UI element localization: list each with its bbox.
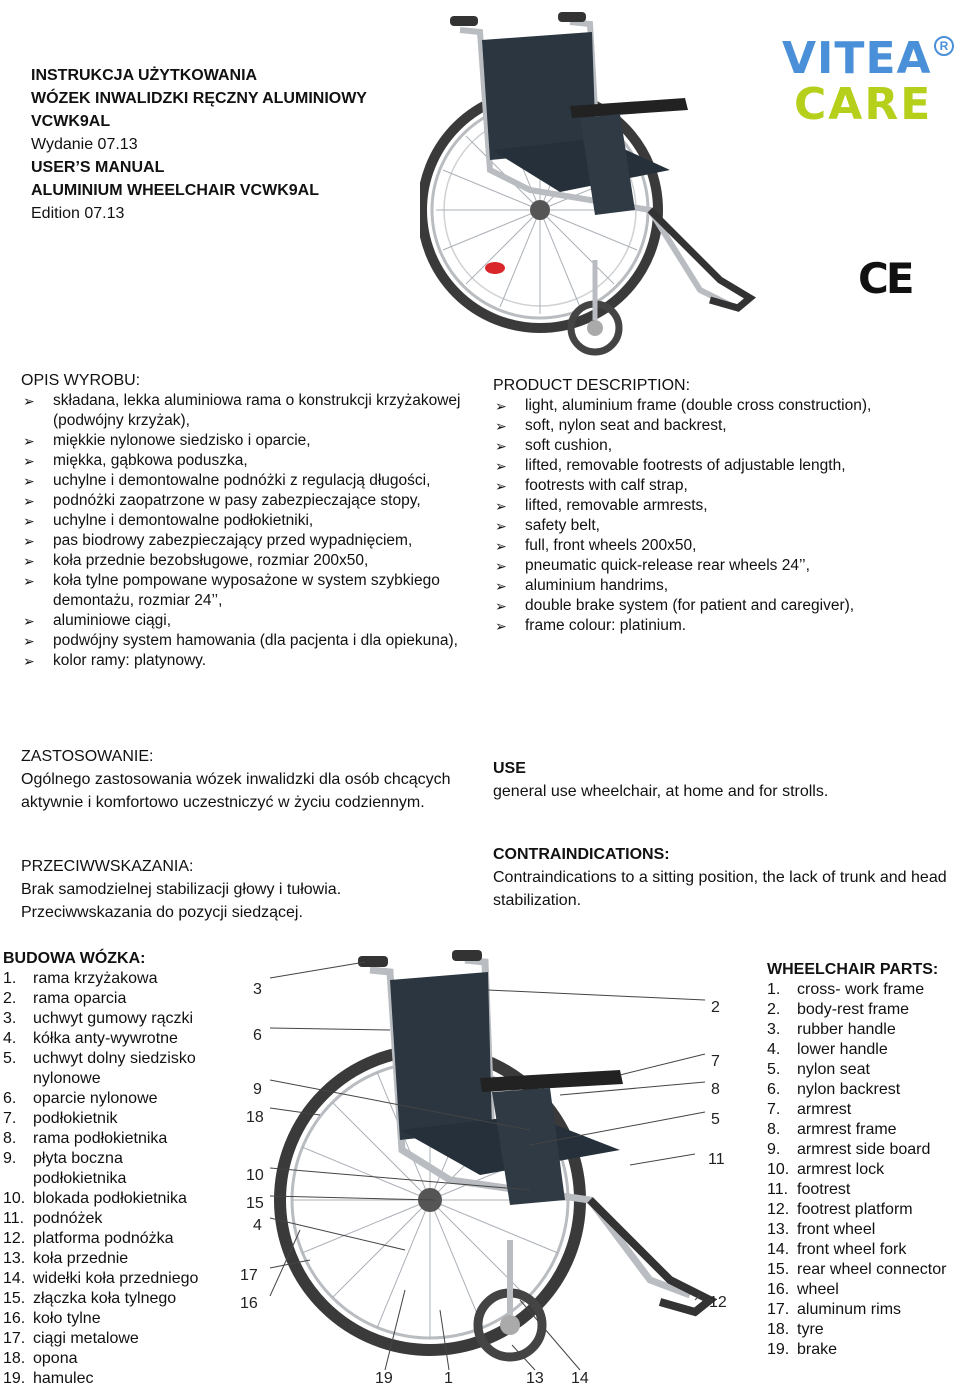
list-item: ➢ pneumatic quick-release rear wheels 24’’, xyxy=(495,557,810,574)
en-contraindications-section xyxy=(493,843,948,912)
arrow-bullet-icon: ➢ xyxy=(495,618,507,634)
logo-vitea: VITEA xyxy=(782,33,932,84)
list-item: 14. front wheel fork xyxy=(767,1241,907,1258)
pl-contra-line: Brak samodzielnej stabilizacji głowy i tułowia. xyxy=(21,881,342,898)
list-item: ➢ koła tylne pompowane wyposażone w system szybkiego demontażu, rozmiar 24’’, xyxy=(23,572,440,609)
callout-label: 5 xyxy=(711,1111,720,1128)
callout-label: 4 xyxy=(253,1217,262,1234)
list-item: ➢ uchylne i demontowalne podnóżki z regulacją długości, xyxy=(23,472,431,489)
list-item: 8. rama podłokietnika xyxy=(3,1130,168,1147)
list-item: 2. body-rest frame xyxy=(767,1001,910,1018)
list-item: 15. złączka koła tylnego xyxy=(3,1290,177,1307)
callout-label: 6 xyxy=(253,1027,262,1044)
en-contra-text: Contraindications to a sitting position, the lack of trunk and head stabilization. xyxy=(493,869,947,909)
list-item: ➢ składana, lekka aluminiowa rama o konstrukcji krzyżakowej (podwójny krzyżak), xyxy=(23,392,461,429)
list-item: 3. rubber handle xyxy=(767,1021,896,1038)
wheelchair-photo-top xyxy=(420,10,760,360)
list-item: 13. front wheel xyxy=(767,1221,876,1238)
pl-product-description xyxy=(21,371,466,671)
list-item: 11. podnóżek xyxy=(3,1210,103,1227)
list-item: 18. opona xyxy=(3,1350,78,1367)
list-item: 4. lower handle xyxy=(767,1041,888,1058)
list-item: ➢ miękkie nylonowe siedzisko i oparcie, xyxy=(23,432,311,449)
header-line: ALUMINIUM WHEELCHAIR VCWK9AL xyxy=(31,182,319,199)
arrow-bullet-icon: ➢ xyxy=(23,653,35,669)
callout-label: 3 xyxy=(253,981,262,998)
pl-parts-items xyxy=(3,969,213,1389)
pl-contraindications-section xyxy=(21,855,461,924)
arrow-bullet-icon: ➢ xyxy=(495,558,507,574)
arrow-bullet-icon: ➢ xyxy=(23,433,35,449)
list-item: ➢ lifted, removable armrests, xyxy=(495,497,708,514)
list-item: 7. armrest xyxy=(767,1101,852,1118)
callout-label: 11 xyxy=(708,1151,725,1168)
logo-care: CARE xyxy=(794,79,933,130)
list-item: ➢ podwójny system hamowania (dla pacjenta i dla opiekuna), xyxy=(23,632,458,649)
callout-label: 16 xyxy=(240,1295,258,1312)
list-item: 11. footrest xyxy=(767,1181,851,1198)
document-header xyxy=(31,64,367,225)
vitea-care-logo xyxy=(782,33,958,146)
pl-description-title: OPIS WYROBU: xyxy=(21,372,141,389)
list-item: ➢ double brake system (for patient and caregiver), xyxy=(495,597,855,614)
list-item: 10. armrest lock xyxy=(767,1161,885,1178)
list-item: ➢ aluminium handrims, xyxy=(495,577,668,594)
arrow-bullet-icon: ➢ xyxy=(495,438,507,454)
list-item: ➢ aluminiowe ciągi, xyxy=(23,612,172,629)
list-item: 13. koła przednie xyxy=(3,1250,129,1267)
ce-mark: CE xyxy=(858,254,912,303)
arrow-bullet-icon: ➢ xyxy=(495,578,507,594)
list-item: ➢ miękka, gąbkowa poduszka, xyxy=(23,452,248,469)
list-item: ➢ koła przednie bezobsługowe, rozmiar 200x50, xyxy=(23,552,369,569)
callout-label: 10 xyxy=(246,1167,264,1184)
callout-label: 18 xyxy=(246,1109,264,1126)
list-item: 18. tyre xyxy=(767,1321,824,1338)
pl-usage-section xyxy=(21,745,461,814)
arrow-bullet-icon: ➢ xyxy=(495,538,507,554)
list-item: 15. rear wheel connector xyxy=(767,1261,947,1278)
callout-label: 2 xyxy=(711,999,720,1016)
pl-usage-text: Ogólnego zastosowania wózek inwalidzki dla osób chcących aktywnie i komfortowo uczestniczyć w życiu codziennym. xyxy=(21,771,451,811)
pl-description-list xyxy=(21,391,466,671)
arrow-bullet-icon: ➢ xyxy=(23,573,35,589)
arrow-bullet-icon: ➢ xyxy=(495,598,507,614)
list-item: 9. płyta boczna podłokietnika xyxy=(3,1150,127,1187)
arrow-bullet-icon: ➢ xyxy=(23,473,35,489)
arrow-bullet-icon: ➢ xyxy=(23,393,35,409)
arrow-bullet-icon: ➢ xyxy=(23,613,35,629)
list-item: 16. wheel xyxy=(767,1281,839,1298)
list-item: ➢ safety belt, xyxy=(495,517,600,534)
list-item: ➢ uchylne i demontowalne podłokietniki, xyxy=(23,512,314,529)
list-item: 7. podłokietnik xyxy=(3,1110,118,1127)
list-item: 4. kółka anty-wywrotne xyxy=(3,1030,178,1047)
arrow-bullet-icon: ➢ xyxy=(495,458,507,474)
list-item: 16. koło tylne xyxy=(3,1310,101,1327)
header-line: VCWK9AL xyxy=(31,113,111,130)
list-item: ➢ soft cushion, xyxy=(495,437,613,454)
arrow-bullet-icon: ➢ xyxy=(495,518,507,534)
list-item: ➢ pas biodrowy zabezpieczający przed wypadnięciem, xyxy=(23,532,413,549)
header-line: Edition 07.13 xyxy=(31,205,125,222)
list-item: ➢ podnóżki zaopatrzone w pasy zabezpieczające stopy, xyxy=(23,492,421,509)
list-item: ➢ full, front wheels 200x50, xyxy=(495,537,697,554)
list-item: ➢ soft, nylon seat and backrest, xyxy=(495,417,727,434)
list-item: ➢ light, aluminium frame (double cross construction), xyxy=(495,397,872,414)
arrow-bullet-icon: ➢ xyxy=(23,513,35,529)
pl-parts-list xyxy=(3,949,213,1389)
callout-label: 1 xyxy=(444,1370,453,1387)
list-item: 17. aluminum rims xyxy=(767,1301,902,1318)
arrow-bullet-icon: ➢ xyxy=(495,478,507,494)
en-description-title: PRODUCT DESCRIPTION: xyxy=(493,377,691,394)
arrow-bullet-icon: ➢ xyxy=(23,493,35,509)
callout-label: 19 xyxy=(375,1370,393,1387)
list-item: ➢ footrests with calf strap, xyxy=(495,477,688,494)
list-item: 3. uchwyt gumowy rączki xyxy=(3,1010,194,1027)
list-item: 12. platforma podnóżka xyxy=(3,1230,174,1247)
en-usage-text: general use wheelchair, at home and for strolls. xyxy=(493,783,829,800)
en-parts-title: WHEELCHAIR PARTS: xyxy=(767,961,939,978)
list-item: ➢ kolor ramy: platynowy. xyxy=(23,652,207,669)
pl-usage-title: ZASTOSOWANIE: xyxy=(21,748,154,765)
callout-label: 9 xyxy=(253,1081,262,1098)
callout-label: 7 xyxy=(711,1053,720,1070)
en-usage-section xyxy=(493,757,943,803)
arrow-bullet-icon: ➢ xyxy=(495,398,507,414)
header-line: WÓZEK INWALIDZKI RĘCZNY ALUMINIOWY xyxy=(31,90,367,107)
list-item: 2. rama oparcia xyxy=(3,990,127,1007)
list-item: 9. armrest side board xyxy=(767,1141,931,1158)
list-item: 8. armrest frame xyxy=(767,1121,897,1138)
list-item: ➢ frame colour: platinium. xyxy=(495,617,687,634)
list-item: 1. cross- work frame xyxy=(767,981,925,998)
arrow-bullet-icon: ➢ xyxy=(23,533,35,549)
arrow-bullet-icon: ➢ xyxy=(23,633,35,649)
callout-label: 13 xyxy=(526,1370,544,1387)
header-line: Wydanie 07.13 xyxy=(31,136,138,153)
callout-label: 15 xyxy=(246,1195,264,1212)
en-contra-title: CONTRAINDICATIONS: xyxy=(493,846,670,863)
en-parts-list xyxy=(767,960,947,1360)
list-item: 17. ciągi metalowe xyxy=(3,1330,139,1347)
list-item: 19. brake xyxy=(767,1341,838,1358)
arrow-bullet-icon: ➢ xyxy=(495,498,507,514)
arrow-bullet-icon: ➢ xyxy=(23,553,35,569)
list-item: 14. widełki koła przedniego xyxy=(3,1270,199,1287)
list-item: 10. blokada podłokietnika xyxy=(3,1190,187,1207)
list-item: 1. rama krzyżakowa xyxy=(3,970,158,987)
callout-label: 12 xyxy=(709,1294,727,1311)
pl-contra-line: Przeciwwskazania do pozycji siedzącej. xyxy=(21,904,303,921)
pl-parts-title: BUDOWA WÓZKA: xyxy=(3,950,146,967)
callout-label: 17 xyxy=(240,1267,258,1284)
header-line: USER’S MANUAL xyxy=(31,159,165,176)
registered-mark: R xyxy=(934,36,954,56)
arrow-bullet-icon: ➢ xyxy=(23,453,35,469)
en-product-description xyxy=(493,376,933,636)
list-item: ➢ lifted, removable footrests of adjustable length, xyxy=(495,457,846,474)
list-item: 6. oparcie nylonowe xyxy=(3,1090,158,1107)
header-line: INSTRUKCJA UŻYTKOWANIA xyxy=(31,67,258,84)
callout-label: 8 xyxy=(711,1081,720,1098)
callout-label: 14 xyxy=(571,1370,589,1387)
list-item: 5. nylon seat xyxy=(767,1061,870,1078)
list-item: 19. hamulec xyxy=(3,1370,94,1387)
arrow-bullet-icon: ➢ xyxy=(495,418,507,434)
list-item: 6. nylon backrest xyxy=(767,1081,901,1098)
en-description-list xyxy=(493,396,933,636)
list-item: 5. uchwyt dolny siedzisko nylonowe xyxy=(3,1050,196,1087)
wheelchair-parts-diagram xyxy=(230,950,750,1386)
pl-contra-title: PRZECIWWSKAZANIA: xyxy=(21,858,194,875)
en-parts-items xyxy=(767,980,947,1360)
en-usage-title: USE xyxy=(493,760,526,777)
list-item: 12. footrest platform xyxy=(767,1201,913,1218)
